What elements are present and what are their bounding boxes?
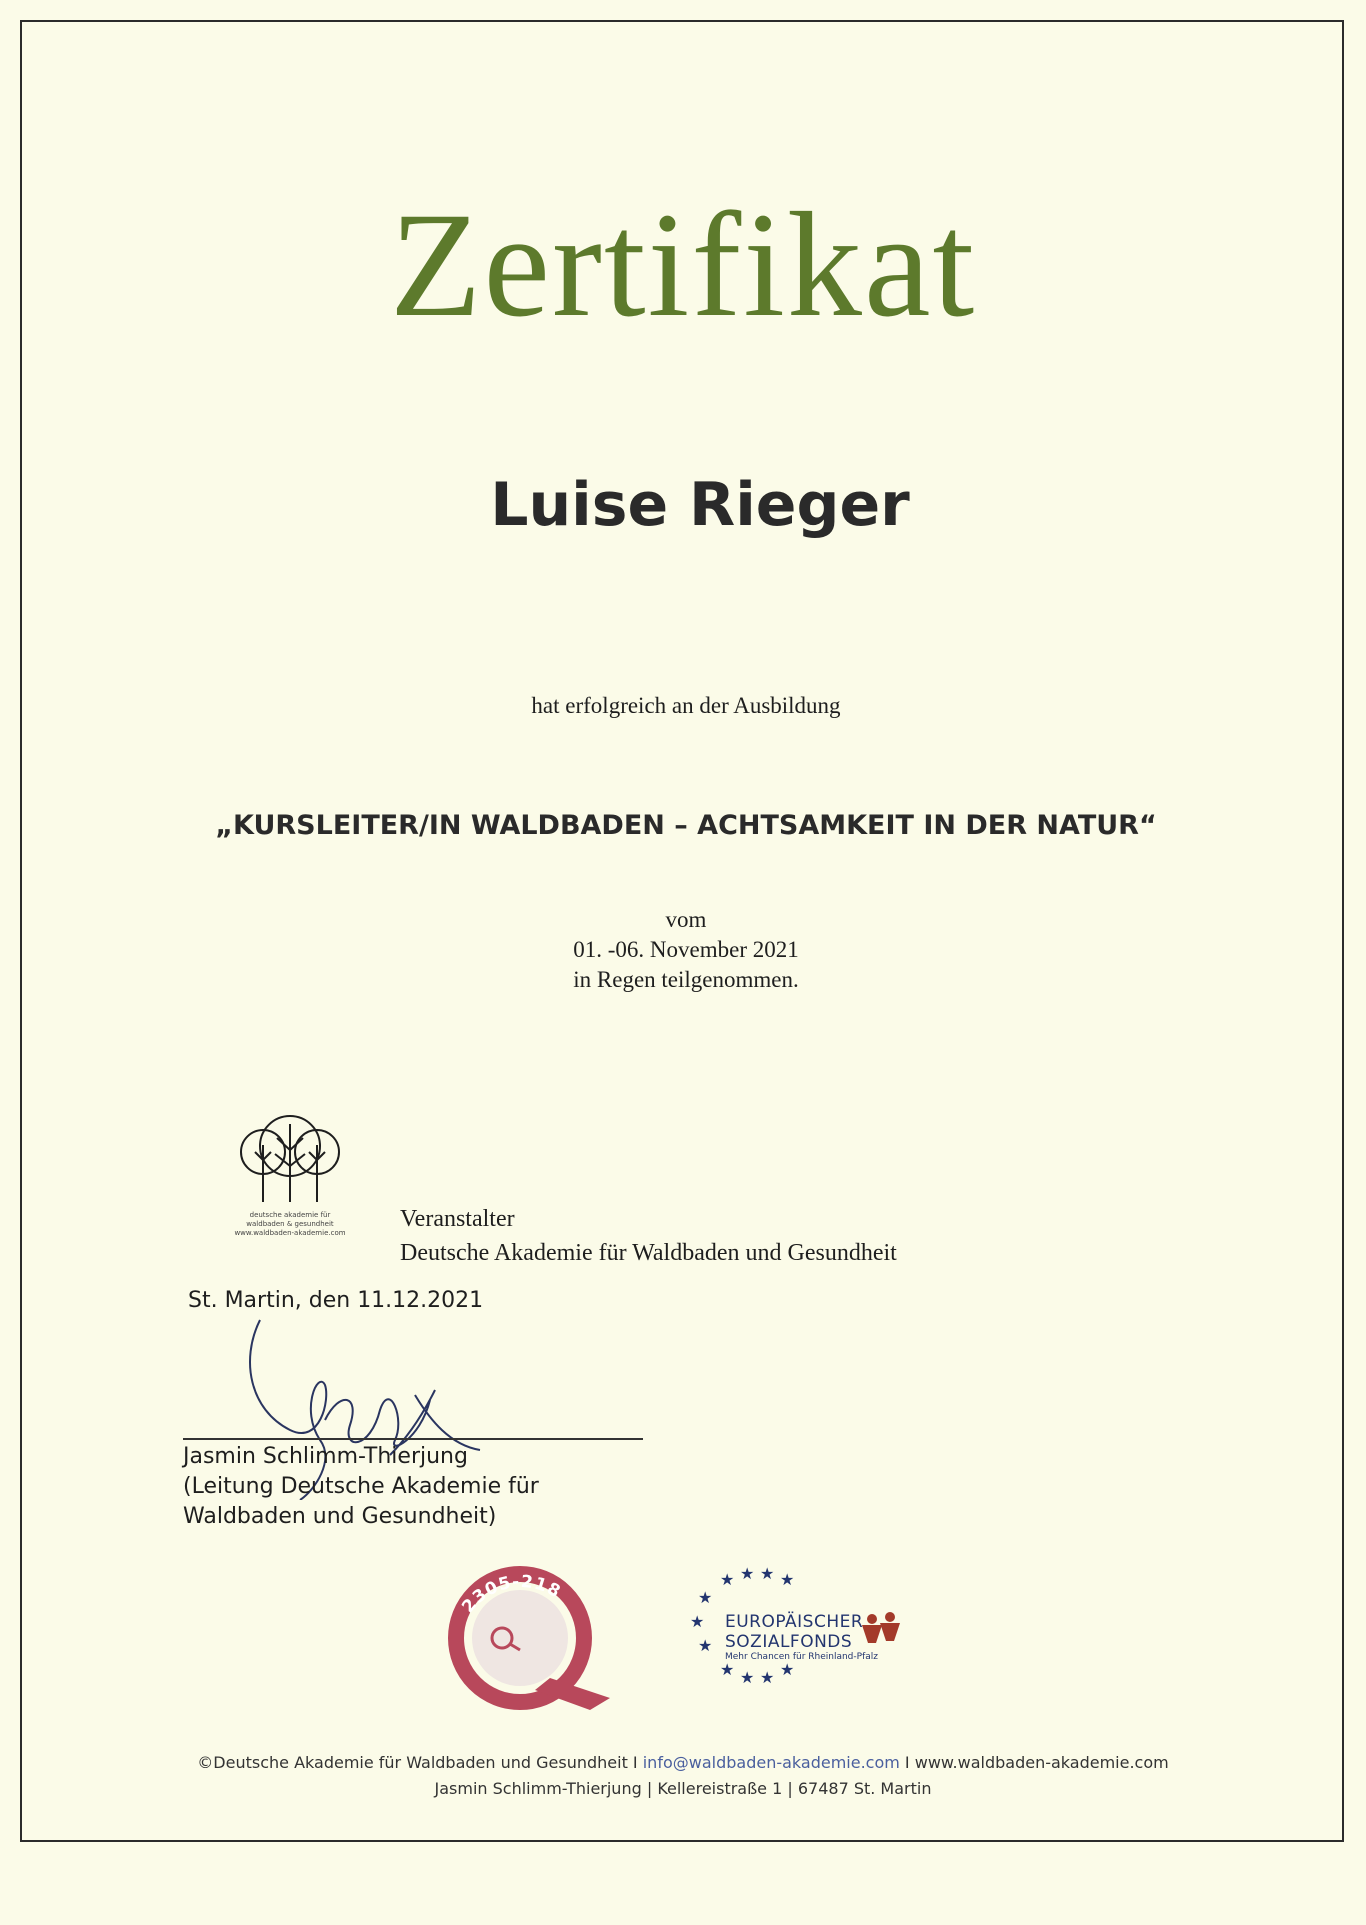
logo-caption-3: www.waldbaden-akademie.com [234,1229,346,1237]
organizer [400,1202,897,1270]
esf-line-2: SOZIALFONDS [725,1632,853,1652]
signer-block [183,1442,539,1532]
dates-line-3: in Regen teilgenommen. [573,967,799,992]
course-title: „KURSLEITER/IN WALDBADEN – ACHTSAMKEIT IN DER NATUR“ [215,810,1157,841]
place-date: St. Martin, den 11.12.2021 [188,1288,484,1313]
footer [0,1750,1366,1802]
organizer-label: Veranstalter [400,1206,515,1232]
certificate-title: Zertifikat [389,182,977,348]
footer-street: Kellereistraße 1 [657,1779,783,1798]
svg-text:★: ★ [760,1668,775,1687]
svg-text:★: ★ [740,1565,755,1583]
footer-website-link[interactable]: www.waldbaden-akademie.com [914,1753,1169,1772]
footer-email-link[interactable]: info@waldbaden-akademie.com [642,1753,900,1772]
trees-logo-icon [225,1110,355,1205]
logo-caption-2: waldbaden & gesundheit [246,1220,334,1228]
footer-copyright: ©Deutsche Akademie für Waldbaden und Gesundheit [197,1753,628,1772]
svg-text:★: ★ [720,1570,735,1589]
dates-line-1: vom [665,907,707,932]
esf-line-1: EUROPÄISCHER [725,1612,864,1632]
footer-line-1: ©Deutsche Akademie für Waldbaden und Gesundheit I info@waldbaden-akademie.com I www.waldbaden-akademie.com [197,1753,1169,1772]
signer-role-1: (Leitung Deutsche Akademie für [183,1474,539,1499]
dates-line-2: 01. -06. November 2021 [573,937,799,962]
organizer-name: Deutsche Akademie für Waldbaden und Gesundheit [400,1240,897,1266]
esf-line-3: Mehr Chancen für Rheinland-Pfalz [725,1652,878,1662]
svg-text:★: ★ [698,1588,713,1607]
svg-text:★: ★ [720,1660,735,1679]
recipient-name: Luise Rieger [490,470,910,540]
course-dates [0,905,1366,995]
svg-text:★: ★ [760,1565,775,1583]
svg-text:★: ★ [698,1636,713,1655]
footer-city: 67487 St. Martin [797,1779,932,1798]
svg-text:★: ★ [690,1612,705,1631]
svg-text:★: ★ [780,1660,795,1679]
footer-line-2: Jasmin Schlimm-Thierjung | Kellereistraße 1 | 67487 St. Martin [434,1779,932,1798]
seal-number: 2305-218 [458,1571,565,1617]
signature-line [183,1438,643,1440]
footer-person: Jasmin Schlimm-Thierjung [434,1779,642,1798]
svg-text:★: ★ [780,1570,795,1589]
signer-name: Jasmin Schlimm-Thierjung [183,1444,468,1469]
signer-role-2: Waldbaden und Gesundheit) [183,1504,497,1529]
logo-caption-1: deutsche akademie für [249,1211,331,1219]
intro-text: hat erfolgreich an der Ausbildung [531,693,841,718]
svg-text:★: ★ [740,1668,755,1687]
quality-seal-icon [440,1560,620,1720]
academy-logo [225,1110,355,1238]
